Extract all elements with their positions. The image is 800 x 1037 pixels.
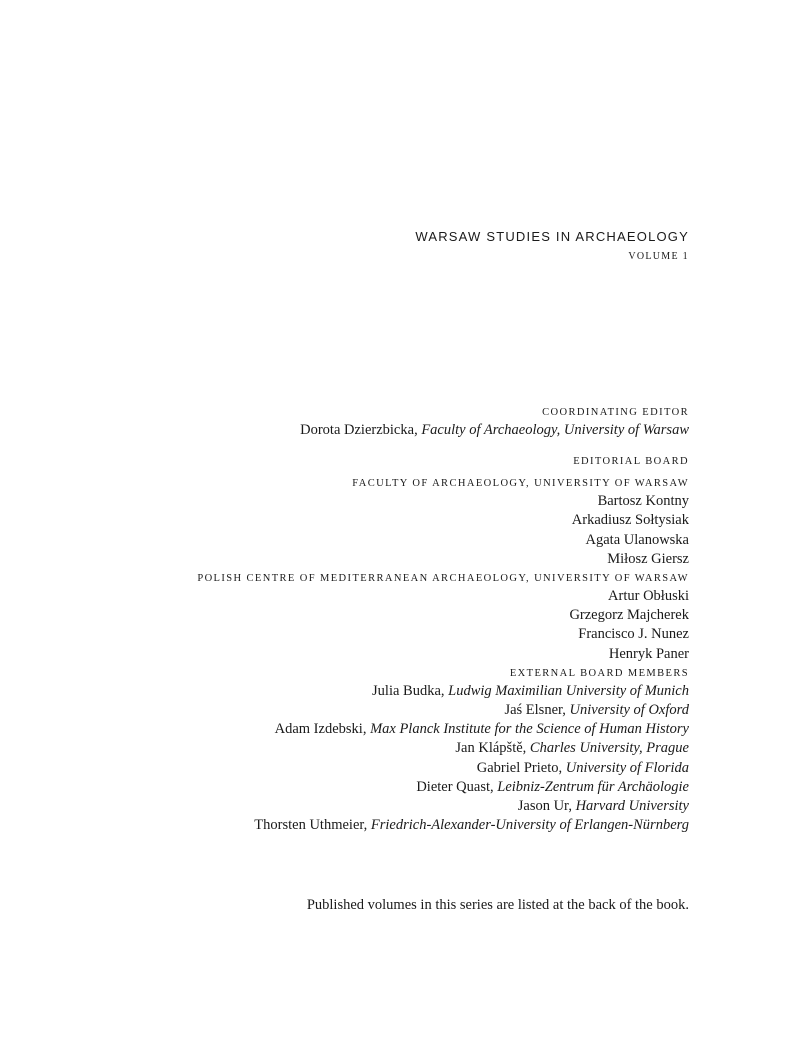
pcma-member: Grzegorz Majcherek — [569, 607, 689, 624]
member-affiliation: Charles University, Prague — [529, 740, 689, 757]
external-member: Jaś Elsner, University of Oxford — [504, 702, 689, 719]
member-name: Jan Klápště — [455, 740, 523, 757]
external-member: Adam Izdebski, Max Planck Institute for the Science of Human History — [274, 721, 689, 738]
faculty-member: Miłosz Giersz — [607, 550, 689, 567]
external-member: Dieter Quast, Leibniz-Zentrum für Archäologie — [416, 778, 689, 795]
member-affiliation: Max Planck Institute for the Science of Human History — [370, 721, 689, 738]
external-member: Julia Budka, Ludwig Maximilian University of Munich — [372, 682, 689, 699]
external-member: Jason Ur, Harvard University — [517, 798, 689, 815]
coordinating-editor-heading: COORDINATING EDITOR — [542, 407, 689, 418]
pcma-member: Henryk Paner — [608, 645, 689, 662]
faculty-member: Bartosz Kontny — [597, 493, 689, 510]
external-heading: EXTERNAL BOARD MEMBERS — [509, 667, 689, 679]
external-member: Thorsten Uthmeier, Friedrich-Alexander-University of Erlangen-Nürnberg — [254, 817, 689, 834]
pcma-heading: POLISH CENTRE OF MEDITERRANEAN ARCHAEOLOGY, UNIVERSITY OF WARSAW — [197, 573, 689, 585]
member-name: Dieter Quast — [416, 778, 491, 795]
member-affiliation: University of Florida — [565, 759, 689, 776]
member-affiliation: Ludwig Maximilian University of Munich — [448, 682, 689, 699]
series-header — [415, 228, 689, 265]
member-affiliation: Friedrich-Alexander-University of Erlangen-Nürnberg — [370, 817, 689, 834]
member-name: Jason Ur — [517, 798, 569, 815]
external-member: Jan Klápště, Charles University, Prague — [455, 740, 689, 757]
member-name: Jaś Elsner — [504, 702, 563, 719]
member-name: Thorsten Uthmeier — [254, 817, 364, 834]
coordinating-editor-affiliation: Faculty of Archaeology, University of Warsaw — [421, 422, 689, 438]
series-volume: VOLUME 1 — [628, 251, 689, 262]
member-name: Julia Budka — [372, 682, 441, 699]
coordinating-editor-name: Dorota Dzierzbicka — [300, 422, 415, 438]
pcma-member: Artur Obłuski — [608, 588, 689, 605]
coordinating-editor: Dorota Dzierzbicka, Faculty of Archaeology, University of Warsaw — [300, 422, 689, 438]
editorial-board-heading: EDITORIAL BOARD — [573, 456, 689, 468]
pcma-member: Francisco J. Nunez — [578, 626, 689, 643]
series-title: WARSAW STUDIES IN ARCHAEOLOGY — [415, 229, 689, 244]
faculty-heading: FACULTY OF ARCHAEOLOGY, UNIVERSITY OF WARSAW — [352, 478, 689, 490]
member-affiliation: Leibniz-Zentrum für Archäologie — [497, 778, 689, 795]
faculty-member: Arkadiusz Sołtysiak — [571, 512, 689, 529]
member-name: Gabriel Prieto — [476, 759, 559, 776]
published-volumes-note: Published volumes in this series are listed at the back of the book. — [306, 897, 689, 913]
faculty-member: Agata Ulanowska — [585, 531, 689, 548]
member-affiliation: Harvard University — [575, 798, 689, 815]
external-member: Gabriel Prieto, University of Florida — [476, 759, 689, 776]
member-name: Adam Izdebski — [274, 721, 363, 738]
editorial-credits — [197, 405, 689, 835]
member-affiliation: University of Oxford — [569, 702, 689, 719]
